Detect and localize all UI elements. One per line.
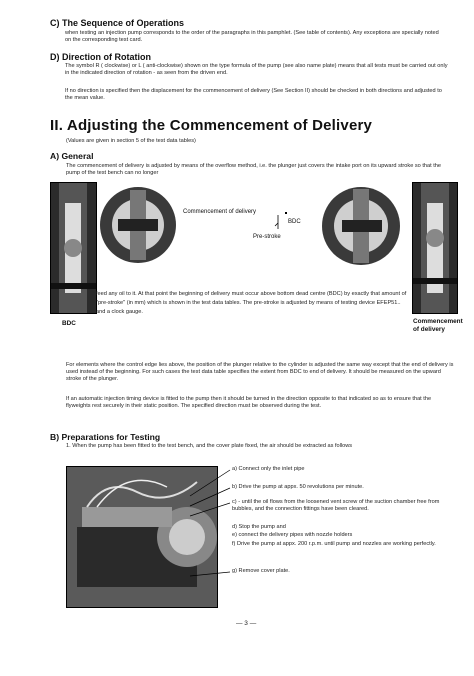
- commencement-photo-art: [413, 183, 457, 313]
- label-commencement: Commencement of delivery: [183, 209, 257, 215]
- plunger-photo-bdc-art: [98, 185, 178, 265]
- section-a-para1: feed any oil to it. At that point the beginning of delivery must occur above bottom dead centre (BDC) by exactly that amount of "pre-stroke" (in mm) which is shown in the test data tables. The pre-stroke is adjusted by means of testing device EFEP51.. and a clock gauge.: [96, 291, 407, 315]
- section-a-heading: A) General: [50, 151, 94, 161]
- section-c-text: when testing an injection pump corresponds to the order of the paragraphs in this pamphlet. (See table of contents). Any exceptions are specially noted on the corresponding test card.: [65, 30, 439, 44]
- label-prestroke: Pre-stroke: [253, 234, 281, 240]
- prep-item-f: f) Drive the pump at appx. 200 r.p.m. until pump and nozzles are working perfectly.: [232, 541, 436, 547]
- prep-item-e: e) connect the delivery pipes with nozzle holders: [232, 532, 353, 538]
- prep-item-b: b) Drive the pump at appx. 50 revolutions per minute.: [232, 484, 364, 490]
- section-a-para2: For elements where the control edge lies above, the position of the plunger relative to the cylinder is adjusted the same way except that the end of delivery is used instead of the beginning. For such cases the test data table specifies the extent from BDC to end of delivery. It should be measured on the upward stroke of the plunger.: [66, 362, 454, 383]
- prep-item-g: g) Remove cover plate.: [232, 568, 290, 574]
- prep-item-a: a) Connect only the inlet pipe: [232, 466, 305, 472]
- section-d-text1: The symbol R ( clockwise) or L ( anti-clockwise) shown on the type formula of the pump (see also name plate) means that all tests must be carried out only in the indicated direction of rotation - as seen from the driven end.: [65, 63, 448, 77]
- plunger-photo-cod: [320, 185, 402, 267]
- section-ii-subtitle: (Values are given in section 5 of the test data tables): [66, 138, 196, 144]
- section-a-intro: The commencement of delivery is adjusted by means of the overflow method, i.e. the plunger just covers the intake port on its upward stroke so that the pump of the test bench can no longer: [66, 163, 441, 177]
- label-leader-lines: [175, 205, 335, 245]
- commencement-photo: [412, 182, 458, 314]
- section-d-text2: If no direction is specified then the displacement for the commencement of delivery (See Section II) should be checked in both directions and adjusted to the mean value.: [65, 88, 442, 102]
- section-b-heading: B) Preparations for Testing: [50, 432, 161, 442]
- label-bdc: BDC: [288, 219, 301, 225]
- section-ii-title: II. Adjusting the Commencement of Delivery: [50, 117, 373, 134]
- bdc-photo: [50, 182, 97, 314]
- page-number: — 3 —: [236, 620, 257, 627]
- section-b-step1: 1. When the pump has been fitted to the test bench, and the cover plate fixed, the air should be extracted as follows: [66, 443, 353, 449]
- plunger-photo-bdc: [98, 185, 178, 265]
- bdc-photo-art: [51, 183, 96, 313]
- plunger-photo-cod-art: [320, 185, 402, 267]
- section-a-para3: If an automatic injection timing device is fitted to the pump then it should be turned in the direction opposite to that indicated so as to ensure that the flyweights rest securely in their static position. The specified direction must be observed during the test.: [66, 396, 432, 410]
- prep-item-c: c) - until the oil flows from the loosened vent screw of the suction chamber free from bubbles, and the connection fittings have been cleared.: [232, 499, 440, 513]
- section-c-heading: C) The Sequence of Operations: [50, 18, 185, 28]
- prep-item-d: d) Stop the pump and: [232, 524, 286, 530]
- caption-commencement: Commencement of delivery: [413, 318, 463, 333]
- section-d-heading: D) Direction of Rotation: [50, 52, 151, 62]
- caption-bdc: BDC: [62, 320, 76, 327]
